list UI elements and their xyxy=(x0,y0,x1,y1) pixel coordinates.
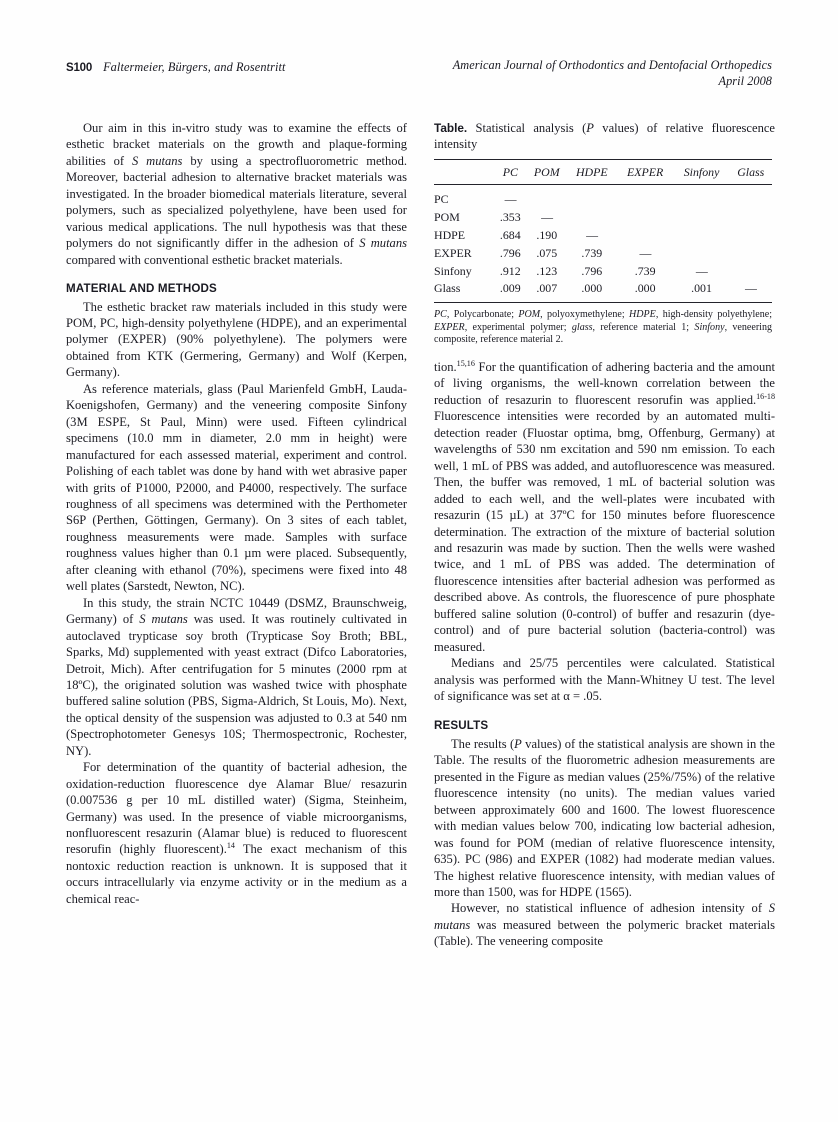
table-caption: Table. Statistical analysis (P values) of relative fluorescence intensity xyxy=(434,121,775,152)
table-cell: .123 xyxy=(536,263,558,278)
table-cell xyxy=(730,226,773,244)
reference-marker-15-16: 15,16 xyxy=(456,358,475,368)
paragraph-materials: The esthetic bracket raw materials included in this study were POM, PC, high-density polyethylene (HDPE), and an experimental polymer (EXPER) (90% polyethylene). The polymers were obtained from KTK (Germering, Germany) and Wolf (Kerpen, Germany). xyxy=(66,299,407,380)
table-col-header-hdpe: HDPE xyxy=(575,164,608,179)
table-cell xyxy=(617,185,674,209)
table-header xyxy=(434,159,772,184)
table-cell: .000 xyxy=(634,281,656,296)
table-row-header: HDPE xyxy=(434,227,466,242)
reference-marker-16-18: 16-18 xyxy=(756,391,775,401)
table-cell xyxy=(617,226,674,244)
table-header-row xyxy=(434,159,772,184)
table-row-header: Glass xyxy=(434,281,461,296)
table-col-header-exper: EXPER xyxy=(626,164,664,179)
table-cell: .009 xyxy=(499,281,521,296)
table-cell: .912 xyxy=(499,263,521,278)
table-cell: .000 xyxy=(581,281,603,296)
table-row xyxy=(434,262,772,280)
table-body xyxy=(434,185,772,303)
table-cell: .684 xyxy=(499,227,521,242)
table-cell: — xyxy=(586,227,598,242)
table-row xyxy=(434,208,772,226)
heading-material-and-methods: MATERIAL AND METHODS xyxy=(66,282,217,296)
heading-results: RESULTS xyxy=(434,719,489,733)
paragraph-quantification: tion.$^{15,16}$ For the quantification of adhering bacteria and the amount of living organisms, the well-known correlation between the reduction of resazurin to fluorescent resorufin was applied.$^{16-18}$ Fluorescence intensities were recorded by an automated multi-detection reader (Fluostar optima, bmg, Offenburg, Germany) at wavelengths of 530 nm excitation and 590 nm emission. To each well, 1 mL of PBS was added, and autofluorescence was measured. Then, the buffer was removed, 1 mL of bacterial solution was added to each well, and the well-plates were incubated with resazurin (15 µL) at 37ºC for 150 minutes before fluorescence determination. The extraction of the mixture of bacterial solution and resazurin was made by suction. Then the wells were washed twice, and 1 mL of PBS was added. The determination of fluorescence intensities after bacterial adhesion was performed as described above. As controls, the fluorescence of pure phosphate buffered saline solution (0-control) of buffer and resazurin (dye-control) and of pure bacterial solution (bacteria-control) was measured. xyxy=(434,358,775,654)
table-row xyxy=(434,244,772,262)
table-cell xyxy=(567,185,617,209)
table-cell: — xyxy=(541,210,553,225)
table-row-header: POM xyxy=(434,210,460,225)
table-col-header-pc: PC xyxy=(502,164,518,179)
table-cell xyxy=(730,208,773,226)
right-column xyxy=(434,120,775,950)
table-col-header-sinfony: Sinfony xyxy=(683,164,720,179)
paragraph-results-overview: The results (P values) of the statistical analysis are shown in the Table. The results of the fluorometric adhesion measurements are presented in the Figure as median values (25%/75%) of the relative fluorescence intensity (no units). The median values varied between approximately 600 and 1600. The lowest fluorescence with median values below 700, indicating low bacterial adhesion, was found for POM (median of relative fluorescence intensity, 635). PC (986) and EXPER (1082) had moderate median values. The highest relative fluorescence intensity, with median values of more than 1500, was for HDPE (1565). xyxy=(434,736,775,900)
table-cell xyxy=(730,185,773,209)
running-head-right xyxy=(453,58,772,89)
issue-date: April 2008 xyxy=(718,73,772,88)
table-cell: .739 xyxy=(581,245,603,260)
table-label: Table. xyxy=(434,121,468,135)
paragraph-statistics: Medians and 25/75 percentiles were calculated. Statistical analysis was performed with the Mann-Whitney U test. The level of significance was set at α = .05. xyxy=(434,656,775,704)
table-cell xyxy=(674,208,730,226)
paragraph-aim: Our aim in this in-vitro study was to examine the effects of esthetic bracket materials on the growth and plaque-forming abilities of S mutans by using a spectrofluorometric method. Moreover, bacterial adhesion to alternative bracket materials was investigated. In the broader biomedical materials literature, several polymers, such as specialized polyethylene, have been used for various medical applications. The null hypothesis was that these polymers do not significantly differ in the adhesion of S mutans compared with conventional esthetic bracket materials. xyxy=(66,121,407,267)
table-row-header: EXPER xyxy=(434,245,472,260)
table-cell: .796 xyxy=(581,263,603,278)
running-head xyxy=(66,58,772,100)
table-cell: .190 xyxy=(536,227,558,242)
table-cell: .007 xyxy=(536,281,558,296)
table-row xyxy=(434,226,772,244)
table-cell: .001 xyxy=(691,281,712,296)
table-footnote: PC, Polycarbonate; POM, polyoxymethylene; HDPE, high-density polyethylene; EXPER, experimental polymer; glass, reference material 1; Sinfony, veneering composite, reference material 2. xyxy=(434,308,773,346)
table-cell: .739 xyxy=(634,263,656,278)
table-row xyxy=(434,280,772,303)
paragraph-alamar-blue: For determination of the quantity of bacterial adhesion, the oxidation-reduction fluorescence dye Alamar Blue/ resazurin (0.007536 g per 10 mL distilled water) (Sigma, Steinheim, Germany) was used. In the presence of viable microorganisms, nonfluorescent resazurin (Alamar blue) is reduced to fluorescent resorufin (highly fluorescent).$^{14}$ The exact mechanism of this nontoxic reduction reaction is unknown. It is supposed that it occurs intracellularly via enzyme activity or in the medium as a chemical reac- xyxy=(66,760,407,906)
table-cell: — xyxy=(695,263,708,278)
table-cell: .353 xyxy=(499,210,521,225)
table-col-header-glass: Glass xyxy=(737,164,765,179)
running-head-left xyxy=(66,58,286,76)
table-row-header: Sinfony xyxy=(434,263,472,278)
table-cell: .796 xyxy=(499,245,521,260)
table-col-header-pom: POM xyxy=(533,164,560,179)
table-cell: .075 xyxy=(536,245,558,260)
table-cell: — xyxy=(745,281,757,296)
paragraph-results-statistics: However, no statistical influence of adhesion intensity of S mutans was measured between the polymeric bracket materials (Table). The veneering composite xyxy=(434,901,775,949)
table-cell xyxy=(674,226,730,244)
journal-title: American Journal of Orthodontics and Dentofacial Orthopedics xyxy=(452,58,772,72)
table-cell xyxy=(567,208,617,226)
reference-marker-14: 14 xyxy=(226,841,235,851)
table-cell xyxy=(730,244,773,262)
table-row xyxy=(434,185,772,209)
table-cell xyxy=(730,262,773,280)
table-cell: — xyxy=(504,192,516,207)
table-cell xyxy=(674,185,730,209)
table-cell: — xyxy=(639,245,651,260)
statistical-table-block xyxy=(434,120,775,347)
paragraph-strain: In this study, the strain NCTC 10449 (DSMZ, Braunschweig, Germany) of S mutans was used. It was routinely cultivated in autoclaved trypticase soy broth (Trypticase Soy Broth; BBL, Sparks, Md) supplemented with yeast extract (Difco Laboratories, Detroit, Mich). After centrifugation for 5 minutes (2000 rpm at 18ºC), the originated solution was washed twice with phosphate buffered saline solution (PBS, Sigma-Aldrich, St Louis, Mo). Next, the optical density of the suspension was adjusted to 0.3 at 540 nm (Spectrophotometer Genesys 10S; Thermospectronic, Rochester, NY). xyxy=(66,595,408,758)
table-cell xyxy=(527,185,567,209)
table-row-header: PC xyxy=(434,192,449,207)
running-head-authors: Faltermeier, Bürgers, and Rosentritt xyxy=(103,60,286,74)
table-cell xyxy=(674,244,730,262)
page-folio: S100 xyxy=(66,62,93,74)
table-cell xyxy=(617,208,674,226)
left-column xyxy=(66,120,407,907)
table-text-gap xyxy=(434,347,775,359)
p-values-table xyxy=(434,159,772,303)
paragraph-reference-materials: As reference materials, glass (Paul Marienfeld GmbH, Lauda-Koenigshofen, Germany) and the veneering composite Sinfony (3M ESPE, St Paul, Minn) were used. Fifteen cylindrical specimens (10.0 mm in diameter, 2.0 mm in height) were manufactured for each assessed material, experiment and control. Polishing of each tablet was done by hand with wet abrasive paper with grits of P1000, P2000, and P4000, respectively. The surface roughness of all specimens was determined with the Perthometer S6P (Perthen, Göttingen, Germany). On 3 sites of each tablet, roughness measurements were made. Samples with surface roughness values higher than 0.1 µm were placed. Subsequently, after cleaning with ethanol (70%), specimens were fixed into 48 well plates (Sarstedt, Newton, NC). xyxy=(66,381,407,594)
table-corner-cell xyxy=(434,159,494,184)
